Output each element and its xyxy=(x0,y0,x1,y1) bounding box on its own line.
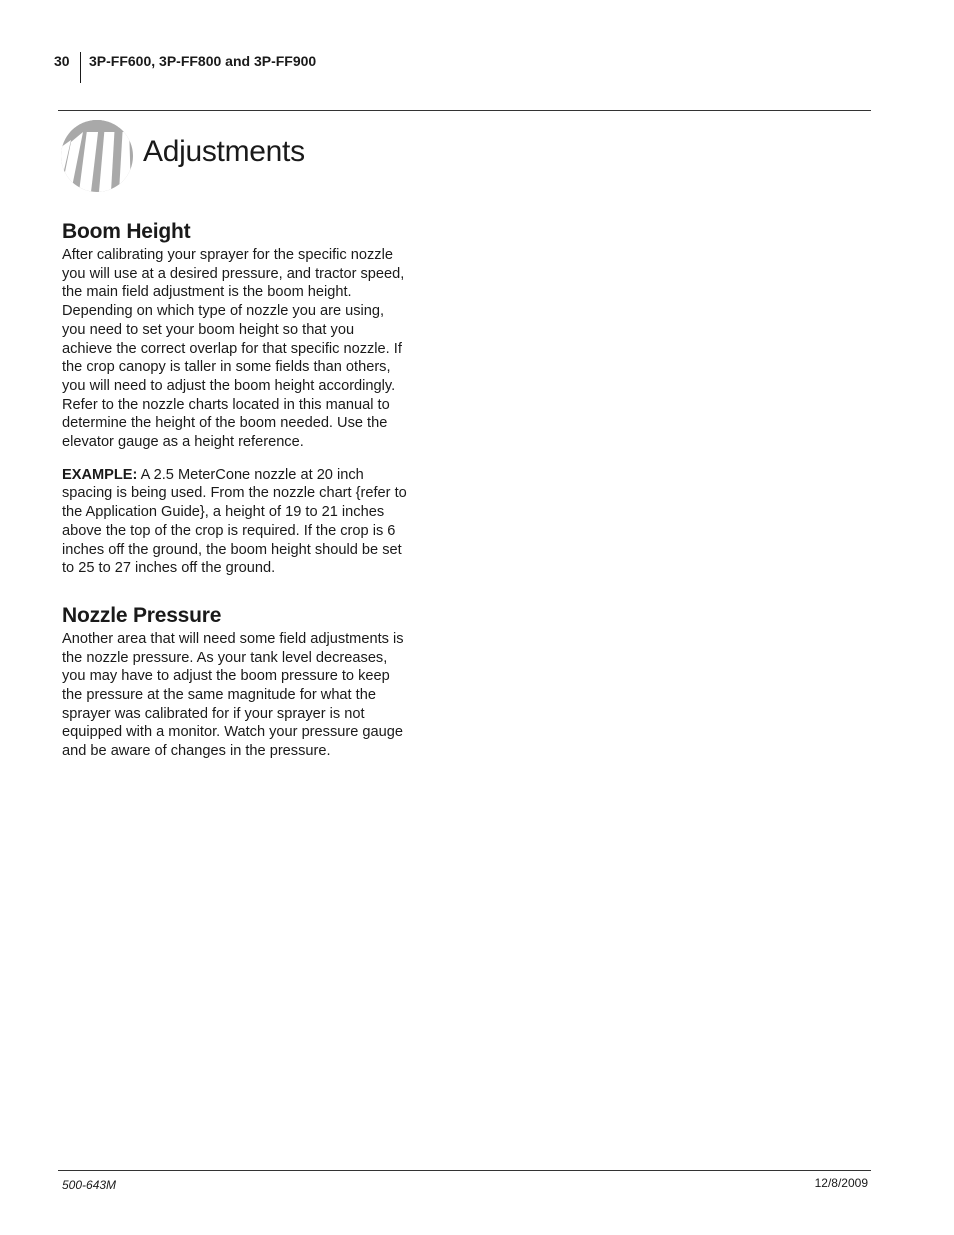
top-rule xyxy=(58,110,871,111)
example-label: EXAMPLE: xyxy=(62,466,138,483)
bottom-rule xyxy=(58,1170,871,1171)
example-text: A 2.5 MeterCone nozzle at 20 inch spacing is being used. From the nozzle chart {refer to the Application Guide}, a height of 19 to 21 inches above the top of the crop is required. If the crop is 6 inches off the ground, the boom height should be set to 25 to 27 inches off the ground. xyxy=(62,466,407,577)
nozzle-pressure-body: Another area that will need some field adjustments is the nozzle pressure. As your tank level decreases, you may have to adjust the boom pressure to keep the pressure at the same magnitude for what the sprayer was calibrated for if your sprayer is not equipped with a monitor. Watch your pressure gauge and be aware of changes in the pressure. xyxy=(62,630,404,760)
doc-number: 500-643M xyxy=(62,1178,117,1192)
header-divider xyxy=(80,52,81,83)
doc-date: 12/8/2009 xyxy=(814,1176,868,1190)
content-column xyxy=(62,218,407,761)
boom-height-body: After calibrating your sprayer for the specific nozzle you will use at a desired pressure, and tractor speed, the main field adjustment is the boom height. Depending on which type of nozzle you are using, you need to set your boom height so that you achieve the correct overlap for that specific nozzle. If the crop canopy is taller in some fields than others, you will need to adjust the boom height accordingly. Refer to the nozzle charts located in this manual to determine the height of the boom needed. Use the elevator gauge as a height reference. xyxy=(62,247,405,451)
field-rows-icon xyxy=(61,120,133,192)
example-paragraph xyxy=(62,466,407,578)
nozzle-pressure-heading: Nozzle Pressure xyxy=(62,603,222,627)
boom-height-heading: Boom Height xyxy=(62,220,191,243)
section-title: Adjustments xyxy=(143,135,305,168)
page-number: 30 xyxy=(54,53,70,69)
header-title: 3P-FF600, 3P-FF800 and 3P-FF900 xyxy=(89,53,317,69)
